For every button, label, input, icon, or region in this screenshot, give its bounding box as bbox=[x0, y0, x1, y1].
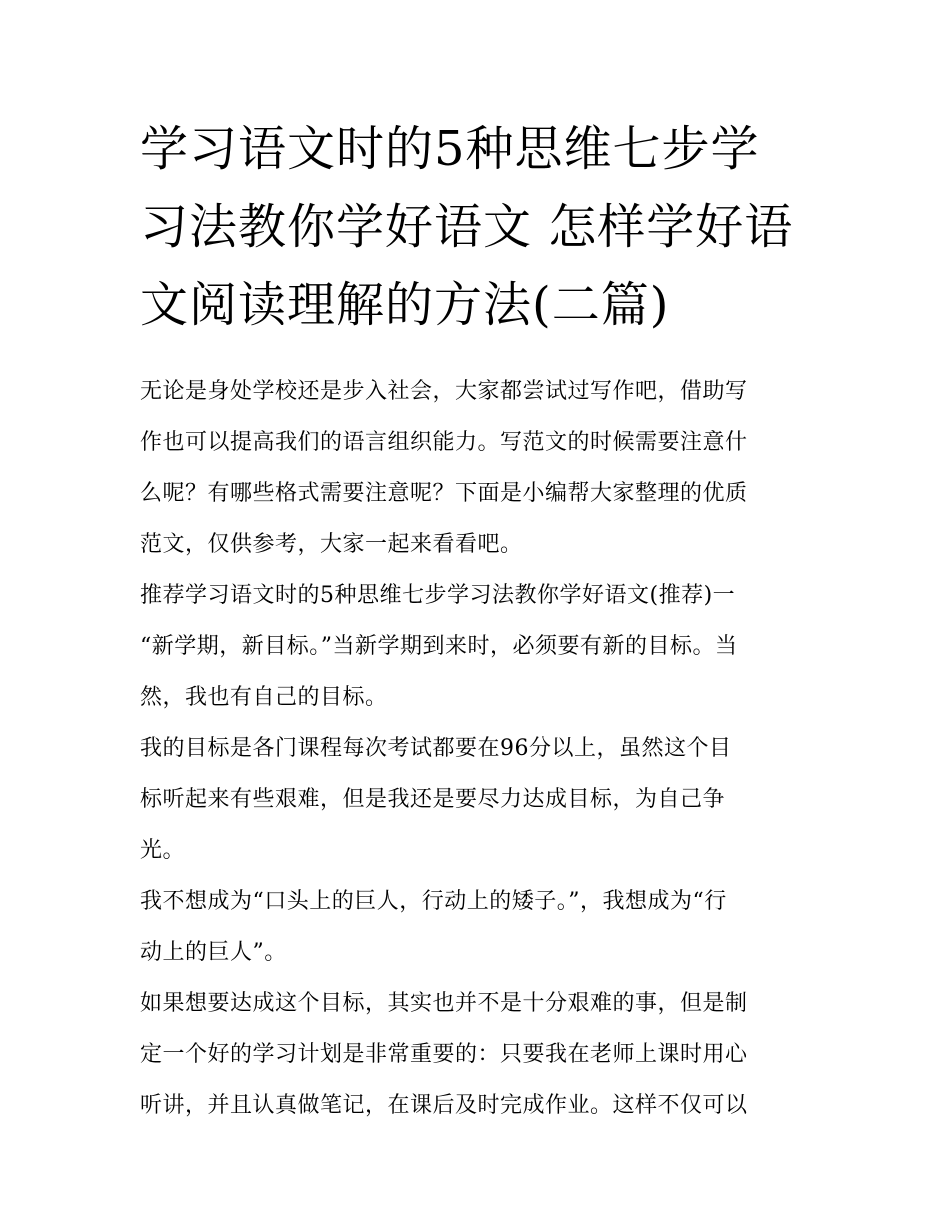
paragraph-line: 无论是身处学校还是步入社会，大家都尝试过写作吧，借助写 bbox=[140, 379, 748, 404]
paragraph-line: 如果想要达成这个目标，其实也并不是十分艰难的事，但是制 bbox=[140, 991, 748, 1016]
paragraph-recommend bbox=[140, 570, 812, 723]
paragraph-giant bbox=[140, 876, 812, 978]
paragraph-line: 我的目标是各门课程每次考试都要在96分以上，虽然这个目 bbox=[140, 736, 732, 761]
title-line-3: 文阅读理解的方法(二篇) bbox=[140, 277, 670, 333]
paragraph-line: 光。 bbox=[140, 838, 186, 863]
document-title bbox=[140, 110, 812, 344]
paragraph-line: 作也可以提高我们的语言组织能力。写范文的时候需要注意什 bbox=[140, 430, 748, 455]
paragraph-line: “新学期，新目标。”当新学期到来时，必须要有新的目标。当 bbox=[140, 634, 738, 659]
paragraph-plan bbox=[140, 978, 812, 1131]
title-line-2: 习法教你学好语文 怎样学好语 bbox=[140, 199, 794, 255]
title-line-1: 学习语文时的5种思维七步学 bbox=[140, 121, 760, 177]
paragraph-line: 么呢？有哪些格式需要注意呢？下面是小编帮大家整理的优质 bbox=[140, 481, 748, 506]
paragraph-line: 听讲，并且认真做笔记，在课后及时完成作业。这样不仅可以 bbox=[140, 1093, 748, 1118]
paragraph-intro bbox=[140, 366, 812, 570]
paragraph-line: 范文，仅供参考，大家一起来看看吧。 bbox=[140, 532, 523, 557]
paragraph-goal bbox=[140, 723, 812, 876]
paragraph-line: 然，我也有自己的目标。 bbox=[140, 685, 388, 710]
paragraph-line: 我不想成为“口头上的巨人，行动上的矮子。”，我想成为“行 bbox=[140, 889, 727, 914]
paragraph-line: 推荐学习语文时的5种思维七步学习法教你学好语文(推荐)一 bbox=[140, 583, 736, 608]
document-body bbox=[140, 366, 812, 1131]
paragraph-line: 定一个好的学习计划是非常重要的：只要我在老师上课时用心 bbox=[140, 1042, 748, 1067]
paragraph-line: 动上的巨人”。 bbox=[140, 940, 287, 965]
paragraph-line: 标听起来有些艰难，但是我还是要尽力达成目标，为自己争 bbox=[140, 787, 726, 812]
document-page bbox=[140, 110, 812, 1131]
